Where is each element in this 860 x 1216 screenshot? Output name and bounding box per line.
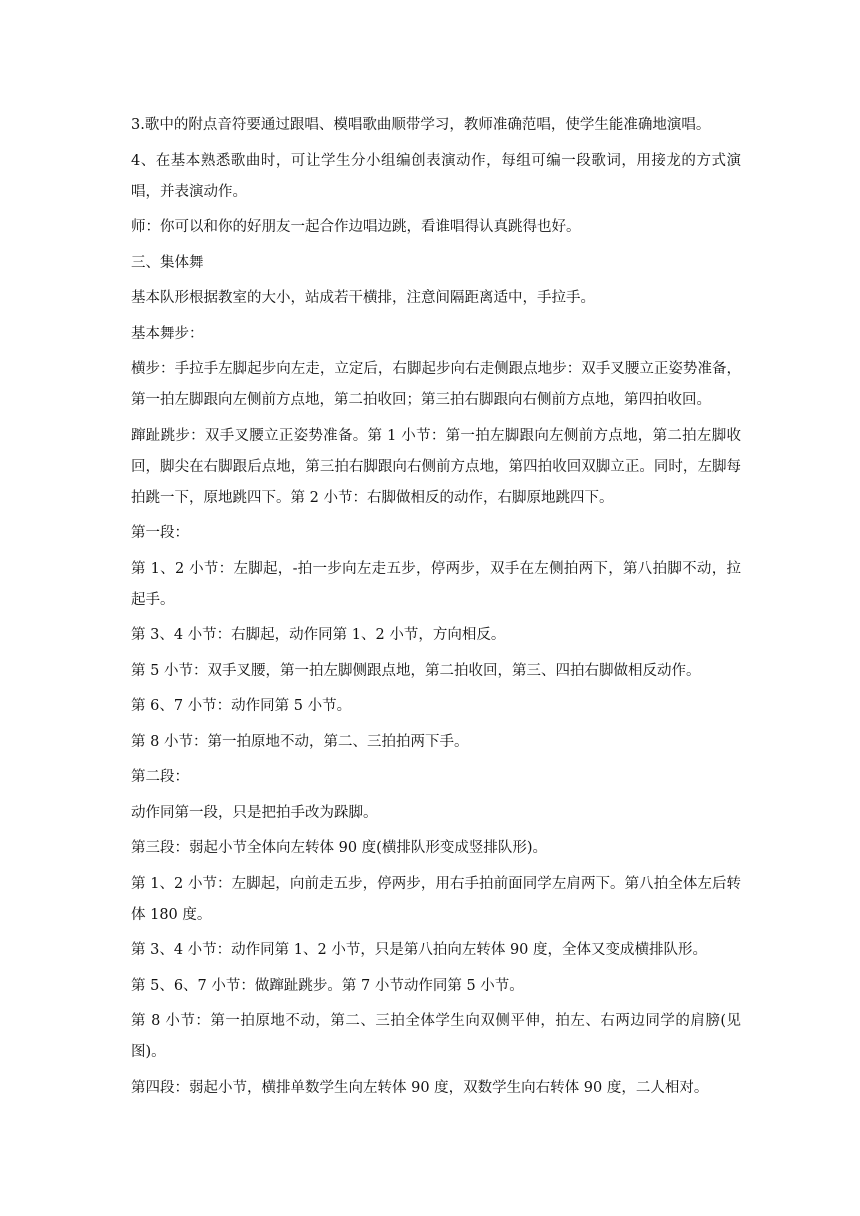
paragraph-part-one-bars-1-2: 第 1、2 小节：左脚起，-拍一步向左走五步，停两步，双手在左侧拍两下，第八拍脚不动，拉起手。 <box>131 560 741 608</box>
paragraph-side-step: 横步：手拉手左脚起步向左走，立定后，右脚起步向右走侧跟点地步：双手叉腰立正姿势准备，第一拍左脚跟向左侧前方点地，第二拍收回；第三拍右脚跟向右侧前方点地，第四拍收回。 <box>131 361 741 408</box>
paragraph-part-three-bars-3-4: 第 3、4 小节：动作同第 1、2 小节，只是第八拍向左转体 90 度，全体又变成横排队形。 <box>131 942 708 958</box>
paragraph-part-three-bars-5-7: 第 5、6、7 小节：做蹿趾跳步。第 7 小节动作同第 5 小节。 <box>131 977 524 994</box>
paragraph-part-two-actions: 动作同第一段，只是把拍手改为跺脚。 <box>131 804 378 821</box>
section-heading-group-dance: 三、集体舞 <box>131 254 204 271</box>
paragraph-part-four-intro: 第四段：弱起小节，横排单数学生向左转体 90 度，双数学生向右转体 90 度，二人相对。 <box>131 1079 709 1096</box>
paragraph-singing-dotted-notes: 3.歌中的附点音符要通过跟唱、模唱歌曲顺带学习，教师准确范唱，使学生能准确地演唱。 <box>131 117 711 133</box>
paragraph-part-one-bar-5: 第 5 小节：双手叉腰，第一拍左脚侧跟点地，第二拍收回，第三、四拍右脚做相反动作。 <box>131 662 701 679</box>
section-label-part-two: 第二段： <box>131 769 189 785</box>
paragraph-part-three-bar-8: 第 8 小节：第一拍原地不动，第二、三拍全体学生向双侧平伸，拍左、右两边同学的肩膀(见图)。 <box>131 1013 741 1060</box>
paragraph-basic-steps-label: 基本舞步： <box>131 325 204 342</box>
paragraph-toe-hop-step: 蹿趾跳步：双手叉腰立正姿势准备。第 1 小节：第一拍左脚跟向左侧前方点地，第二拍左脚收回，脚尖在右脚跟后点地，第三拍右脚跟向右侧前方点地，第四拍收回双脚立正。同时，左脚每拍跳一下，原地跳四下。第 2 小节：右脚做相反的动作，右脚原地跳四下。 <box>131 427 741 506</box>
paragraph-teacher-prompt: 师：你可以和你的好朋友一起合作边唱边跳，看谁唱得认真跳得也好。 <box>131 219 581 235</box>
paragraph-part-one-bar-8: 第 8 小节：第一拍原地不动，第二、三拍拍两下手。 <box>131 733 469 750</box>
paragraph-group-choreography: 4、在基本熟悉歌曲时，可让学生分小组编创表演动作，每组可编一段歌词，用接龙的方式演唱，并表演动作。 <box>131 152 741 200</box>
paragraph-basic-formation: 基本队形根据教室的大小，站成若干横排，注意间隔距离适中，手拉手。 <box>131 290 595 306</box>
section-label-part-one: 第一段： <box>131 525 189 541</box>
paragraph-part-one-bars-6-7: 第 6、7 小节：动作同第 5 小节。 <box>131 698 352 714</box>
paragraph-part-three-bars-1-2: 第 1、2 小节：左脚起，向前走五步，停两步，用右手拍前面同学左肩两下。第八拍全体左后转体 180 度。 <box>131 875 741 923</box>
paragraph-part-three-intro: 第三段：弱起小节全体向左转体 90 度(横排队形变成竖排队形)。 <box>131 840 547 856</box>
paragraph-part-one-bars-3-4: 第 3、4 小节：右脚起，动作同第 1、2 小节，方向相反。 <box>131 627 506 643</box>
document-body <box>131 110 741 1108</box>
